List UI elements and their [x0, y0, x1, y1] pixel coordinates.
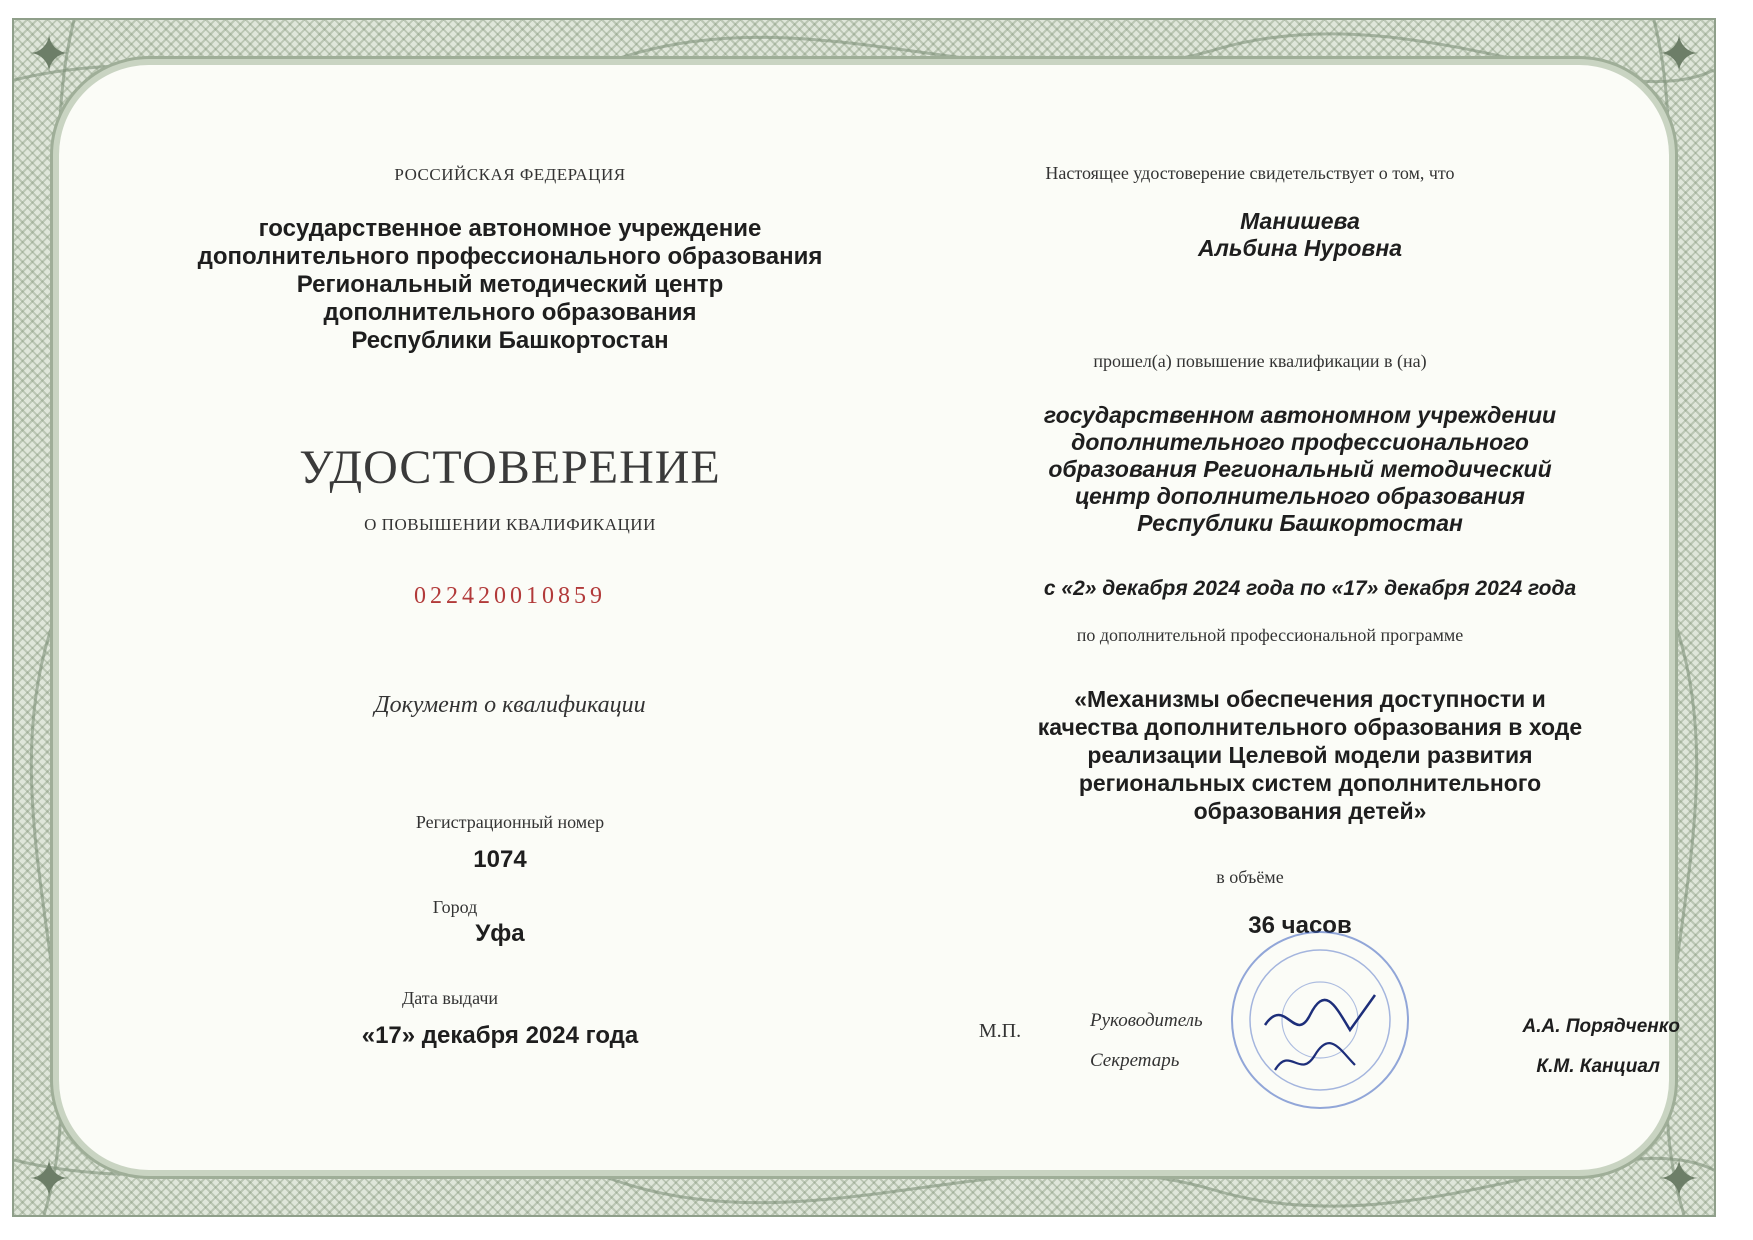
training-period: с «2» декабря 2024 года по «17» декабря 2024 года — [1043, 577, 1577, 600]
secretary-label: Секретарь — [1090, 1050, 1180, 1071]
registration-label: Регистрационный номер — [415, 812, 605, 832]
issue-date-label: Дата выдачи — [401, 988, 499, 1008]
head-label: Руководитель — [1090, 1010, 1203, 1031]
corner-ornament-br: ✦ — [1657, 1151, 1701, 1209]
country-label: РОССИЙСКАЯ ФЕДЕРАЦИЯ — [394, 165, 626, 184]
corner-ornament-bl: ✦ — [27, 1151, 71, 1209]
issuer-name: государственное автономное учреждение дополнительного профессионального образования Региональный методический центр дополнительного образования Республики Башкортостан — [197, 215, 823, 354]
city-value: Уфа — [475, 920, 525, 947]
serial-number: 022420010859 — [414, 583, 606, 609]
stamp-place-label: М.П. — [978, 1020, 1022, 1042]
training-institution: государственном автономном учреждении дополнительного профессионального образования Региональный методический центр дополнительного образования Республики Башкортостан — [1043, 402, 1557, 536]
document-title: УДОСТОВЕРЕНИЕ — [299, 441, 721, 494]
certifies-text: Настоящее удостоверение свидетельствует о том, что — [1045, 163, 1455, 183]
document-subtitle: О ПОВЫШЕНИИ КВАЛИФИКАЦИИ — [364, 515, 656, 534]
passed-text: прошел(а) повышение квалификации в (на) — [1093, 351, 1427, 371]
registration-number: 1074 — [473, 846, 527, 873]
program-label: по дополнительной профессиональной программе — [1076, 625, 1464, 645]
program-title: «Механизмы обеспечения доступности и качества дополнительного образования в ходе реализации Целевой модели развития региональных систем дополнительного образования детей» — [1037, 686, 1583, 824]
corner-ornament-tr: ✦ — [1657, 26, 1701, 84]
city-label: Город — [432, 897, 478, 917]
issue-date: «17» декабря 2024 года — [361, 1022, 639, 1049]
secretary-name: К.М. Канциал — [1536, 1056, 1660, 1077]
head-name: А.А. Порядченко — [1522, 1016, 1680, 1037]
signature-marks — [1255, 985, 1405, 1085]
volume-value: 36 часов — [1248, 912, 1352, 939]
holder-name: Манишева Альбина Нуровна — [1197, 208, 1402, 261]
corner-ornament-tl: ✦ — [27, 26, 71, 84]
document-type: Документ о квалификации — [374, 692, 646, 718]
volume-label: в объёме — [1216, 867, 1284, 887]
